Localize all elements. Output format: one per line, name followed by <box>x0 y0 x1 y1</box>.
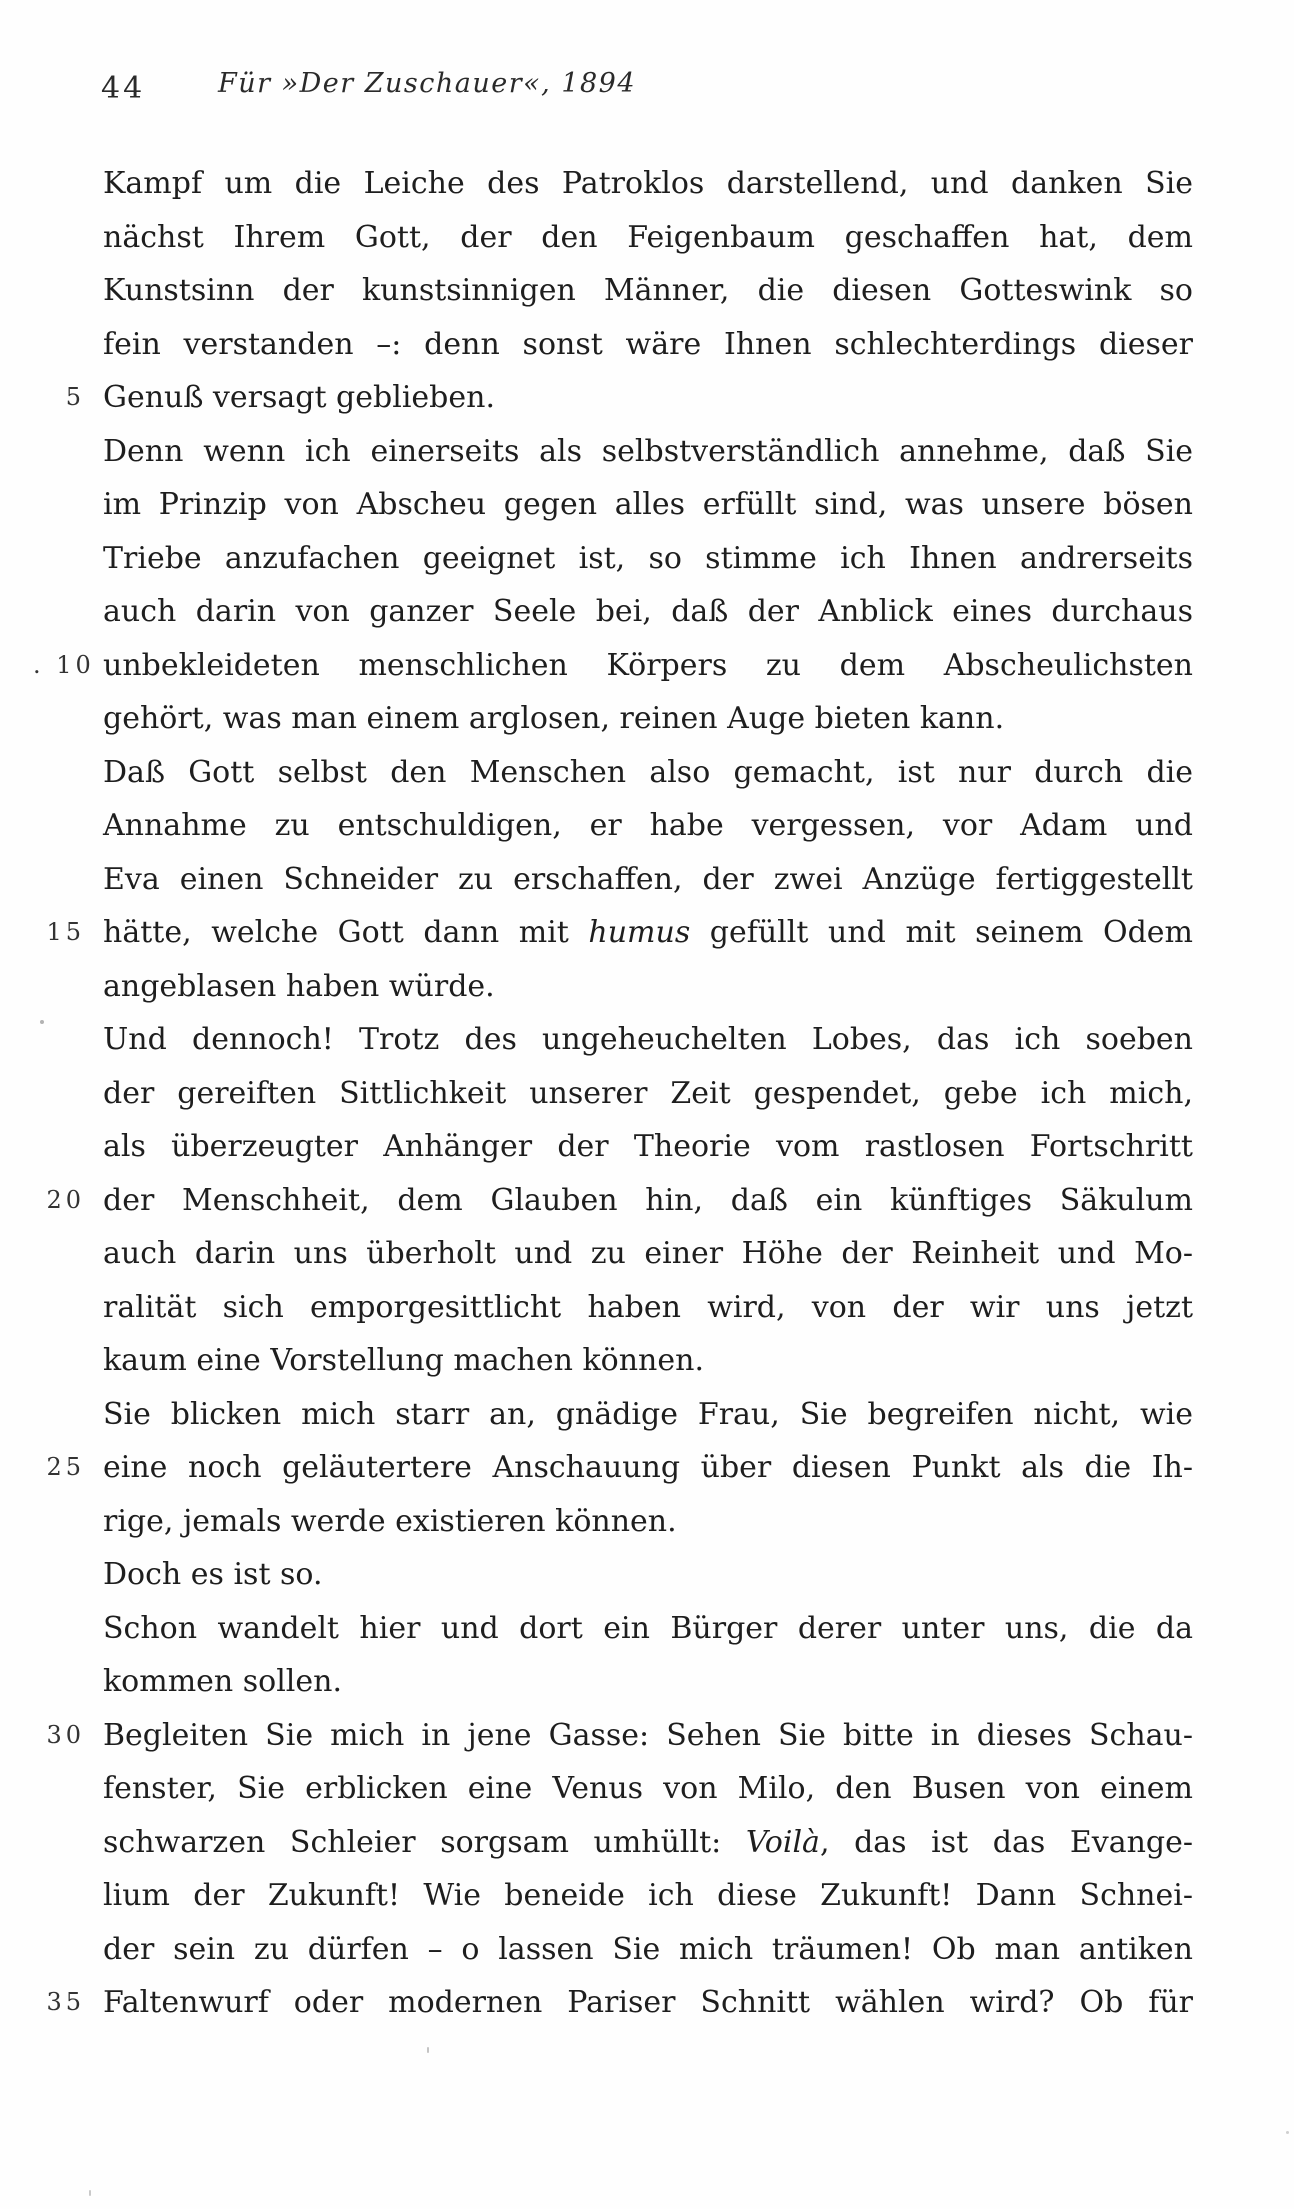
text-line <box>103 425 1193 479</box>
text-line <box>103 1013 1193 1067</box>
text-segment: , das ist das Evange- <box>819 1824 1193 1860</box>
line-number: 25 <box>46 1453 85 1481</box>
text-line <box>46 1976 1193 2030</box>
text-line <box>103 585 1193 639</box>
text-segment: Schon wandelt hier und dort ein Bürger derer unter uns, die da <box>103 1610 1193 1646</box>
line-number: 15 <box>46 918 85 946</box>
text-line <box>103 1602 1193 1656</box>
text-segment: auch darin uns überholt und zu einer Höhe der Reinheit und Mo- <box>103 1236 1193 1271</box>
text-line <box>103 1548 1193 1602</box>
text-line <box>103 1227 1193 1281</box>
text-segment: kaum eine Vorstellung machen können. <box>103 1343 704 1378</box>
text-line <box>103 318 1193 372</box>
text-segment: Denn wenn ich einerseits als selbstverständlich annehme, daß Sie <box>103 433 1193 469</box>
text-segment: Doch es ist so. <box>103 1557 323 1592</box>
text-segment: gefüllt und mit seinem Odem <box>690 915 1193 950</box>
text-line <box>103 853 1193 907</box>
text-line <box>103 264 1193 318</box>
text-line <box>103 532 1193 586</box>
text-line <box>103 478 1193 532</box>
page-number: 44 <box>101 71 146 106</box>
text-line <box>103 1281 1193 1335</box>
text-segment: der gereiften Sittlichkeit unserer Zeit gespendet, gebe ich mich, <box>103 1075 1193 1111</box>
text-segment: angeblasen haben würde. <box>103 968 495 1004</box>
text-segment: fein verstanden –: denn sonst wäre Ihnen schlechterdings dieser <box>103 326 1193 362</box>
text-segment: lium der Zukunft! Wie beneide ich diese Zukunft! Dann Schnei- <box>103 1878 1193 1913</box>
scan-speck <box>1286 2131 1289 2134</box>
text-segment: der Menschheit, dem Glauben hin, daß ein künftiges Säkulum <box>103 1182 1193 1218</box>
text-segment: auch darin von ganzer Seele bei, daß der Anblick eines durchaus <box>103 594 1193 629</box>
text-line <box>103 1762 1193 1816</box>
text-line <box>103 1334 1193 1388</box>
italic-text-segment: Voilà <box>745 1824 820 1860</box>
text-line <box>103 692 1193 746</box>
text-segment: Kampf um die Leiche des Patroklos darstellend, und danken Sie <box>103 166 1193 201</box>
text-line <box>103 1816 1193 1870</box>
text-line <box>103 1388 1193 1442</box>
text-segment: schwarzen Schleier sorgsam umhüllt: <box>103 1824 746 1860</box>
line-number: 5 <box>65 383 85 411</box>
text-segment: der sein zu dürfen – o lassen Sie mich träumen! Ob man antiken <box>103 1931 1193 1967</box>
text-line <box>103 1869 1193 1923</box>
line-number: 30 <box>46 1720 85 1749</box>
text-segment: Genuß versagt geblieben. <box>103 380 495 415</box>
text-line <box>103 960 1193 1014</box>
text-line <box>103 746 1193 800</box>
text-segment: kommen sollen. <box>103 1664 343 1699</box>
text-segment: Sie blicken mich starr an, gnädige Frau, Sie begreifen nicht, wie <box>103 1396 1193 1432</box>
text-segment: ralität sich emporgesittlicht haben wird, von der wir uns jetzt <box>103 1289 1193 1325</box>
text-line <box>103 1495 1193 1549</box>
text-segment: eine noch geläutertere Anschauung über diesen Punkt als die Ih- <box>103 1450 1193 1485</box>
text-segment: im Prinzip von Abscheu gegen alles erfüllt sind, was unsere bösen <box>103 487 1193 522</box>
text-line <box>65 371 1193 425</box>
line-number: . 10 <box>33 650 95 679</box>
text-segment: als überzeugter Anhänger der Theorie vom rastlosen Fortschritt <box>103 1129 1193 1164</box>
text-segment: fenster, Sie erblicken eine Venus von Milo, den Busen von einem <box>103 1771 1193 1806</box>
text-line <box>103 1923 1193 1977</box>
text-segment: hätte, welche Gott dann mit <box>103 915 589 950</box>
text-line <box>103 211 1193 265</box>
text-line <box>46 1174 1193 1228</box>
scan-speck <box>89 2190 91 2196</box>
line-number: 35 <box>46 1988 85 2016</box>
text-line <box>103 1067 1193 1121</box>
text-segment: Triebe anzufachen geeignet ist, so stimme ich Ihnen andrerseits <box>103 540 1193 576</box>
text-segment: Begleiten Sie mich in jene Gasse: Sehen Sie bitte in dieses Schau- <box>103 1717 1193 1753</box>
italic-text-segment: humus <box>588 915 691 950</box>
text-segment: Und dennoch! Trotz des ungeheuchelten Lobes, das ich soeben <box>103 1022 1193 1057</box>
text-segment: Daß Gott selbst den Menschen also gemacht, ist nur durch die <box>103 754 1193 790</box>
text-line <box>46 906 1193 960</box>
text-segment: nächst Ihrem Gott, der den Feigenbaum geschaffen hat, dem <box>103 219 1193 255</box>
running-header-title: Für »Der Zuschauer«, 1894 <box>218 68 637 99</box>
text-line <box>103 1655 1193 1709</box>
text-line <box>103 157 1193 211</box>
text-line <box>103 799 1193 853</box>
text-segment: unbekleideten menschlichen Körpers zu dem Abscheulichsten <box>103 647 1193 683</box>
text-segment: Kunstsinn der kunstsinnigen Männer, die diesen Gotteswink so <box>103 273 1193 308</box>
scan-speck <box>40 1020 44 1024</box>
line-number: 20 <box>46 1185 85 1214</box>
text-line <box>103 1120 1193 1174</box>
text-segment: Faltenwurf oder modernen Pariser Schnitt wählen wird? Ob für <box>103 1985 1193 2020</box>
text-segment: gehört, was man einem arglosen, reinen Auge bieten kann. <box>103 701 1005 736</box>
text-segment: Eva einen Schneider zu erschaffen, der zwei Anzüge fertiggestellt <box>103 861 1193 897</box>
text-segment: rige, jemals werde existieren können. <box>103 1503 677 1539</box>
scan-speck <box>427 2047 429 2053</box>
text-block <box>33 157 1193 2030</box>
text-line <box>46 1441 1193 1495</box>
text-line <box>33 639 1193 693</box>
text-line <box>46 1709 1193 1763</box>
text-segment: Annahme zu entschuldigen, er habe vergessen, vor Adam und <box>103 808 1193 843</box>
